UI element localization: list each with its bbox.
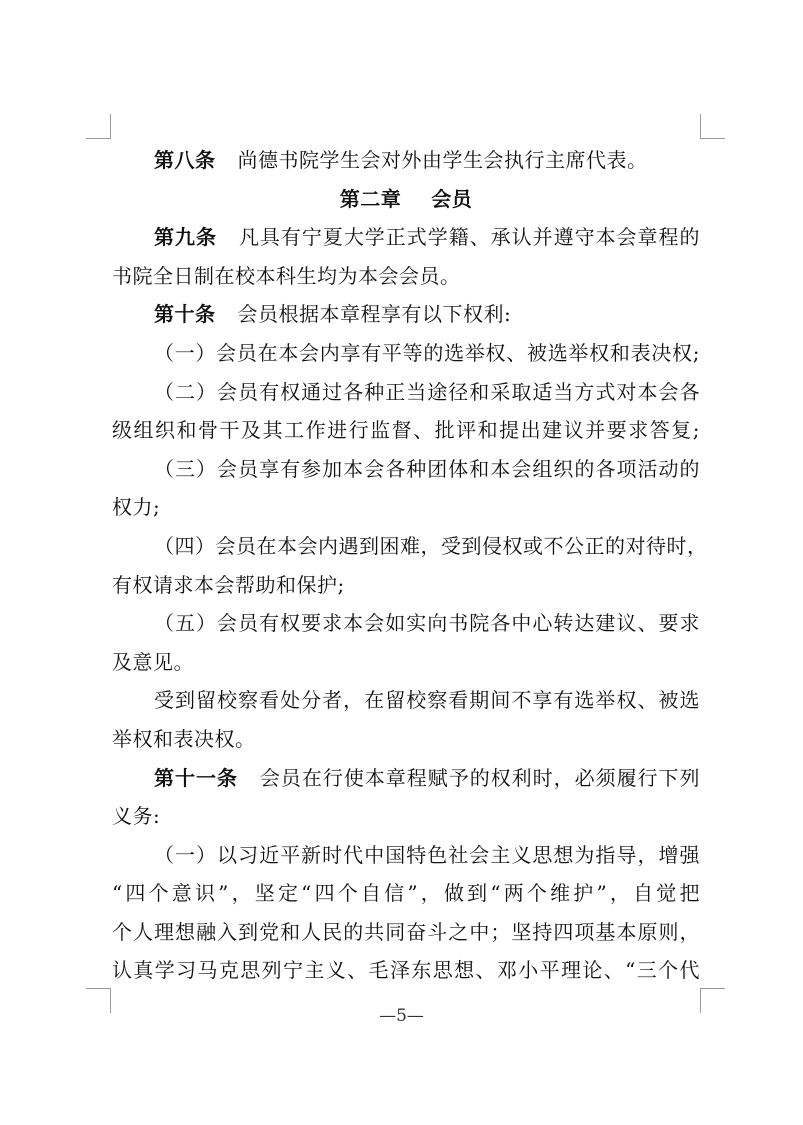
article-9-text-1: 凡具有宁夏大学正式学籍、承认并遵守本会章程的 <box>238 225 700 250</box>
chapter-title: 会员 <box>431 186 473 211</box>
list-item-continuation: 权力; <box>112 495 161 520</box>
article-10-text: 会员根据本章程享有以下权利: <box>237 302 512 327</box>
list-item: （四）会员在本会内遇到困难，受到侵权或不公正的对待时， <box>154 533 708 558</box>
article-10-head: 第十条 <box>154 302 216 327</box>
article-9-head: 第九条 <box>154 225 217 250</box>
list-item-continuation: 有权请求本会帮助和保护; <box>112 572 345 597</box>
article-11-line-2: 义务: <box>112 804 161 829</box>
list-item: （五）会员有权要求本会如实向书院各中心转达建议、要求 <box>154 611 700 636</box>
article-8-head: 第八条 <box>154 148 216 172</box>
list-item-continuation: 认真学习马克思列宁主义、毛泽东思想、邓小平理论、“三个代 <box>112 958 700 983</box>
list-item: （一）会员在本会内享有平等的选举权、被选举权和表决权; <box>154 340 700 365</box>
article-11-head: 第十一条 <box>154 765 238 790</box>
list-item: （三）会员享有参加本会各种团体和本会组织的各项活动的 <box>154 456 700 481</box>
article-9-line-2: 书院全日制在校本科生均为本会会员。 <box>112 263 461 288</box>
list-item-continuation: “四个意识”，坚定“四个自信”，做到“两个维护”，自觉把 <box>112 881 700 906</box>
crop-mark-top-left <box>86 114 111 139</box>
chapter-heading <box>112 180 700 219</box>
page-number: —5— <box>379 1006 424 1026</box>
chapter-number: 第二章 <box>339 186 402 211</box>
list-item-continuation: 级组织和骨干及其工作进行监督、批评和提出建议并要求答复; <box>112 418 700 443</box>
list-item: （一）以习近平新时代中国特色社会主义思想为指导，增强 <box>154 842 700 867</box>
document-body <box>112 141 708 990</box>
list-item-continuation: 及意见。 <box>112 649 194 674</box>
list-item-continuation: 个人理想融入到党和人民的共同奋斗之中；坚持四项基本原则， <box>112 919 700 944</box>
article-11-text-1: 会员在行使本章程赋予的权利时，必须履行下列 <box>259 765 701 790</box>
article-11-line-1 <box>112 759 700 798</box>
article-10-note-2: 举权和表决权。 <box>112 726 256 751</box>
crop-mark-top-right <box>700 114 725 139</box>
article-8-text: 尚德书院学生会对外由学生会执行主席代表。 <box>237 148 648 172</box>
list-item: （二）会员有权通过各种正当途径和采取适当方式对本会各 <box>154 379 700 404</box>
article-10-line-1 <box>112 295 700 334</box>
article-10-note-1: 受到留校察看处分者，在留校察看期间不享有选举权、被选 <box>154 688 700 713</box>
article-8 <box>112 141 700 180</box>
article-9-line-1 <box>112 218 700 257</box>
